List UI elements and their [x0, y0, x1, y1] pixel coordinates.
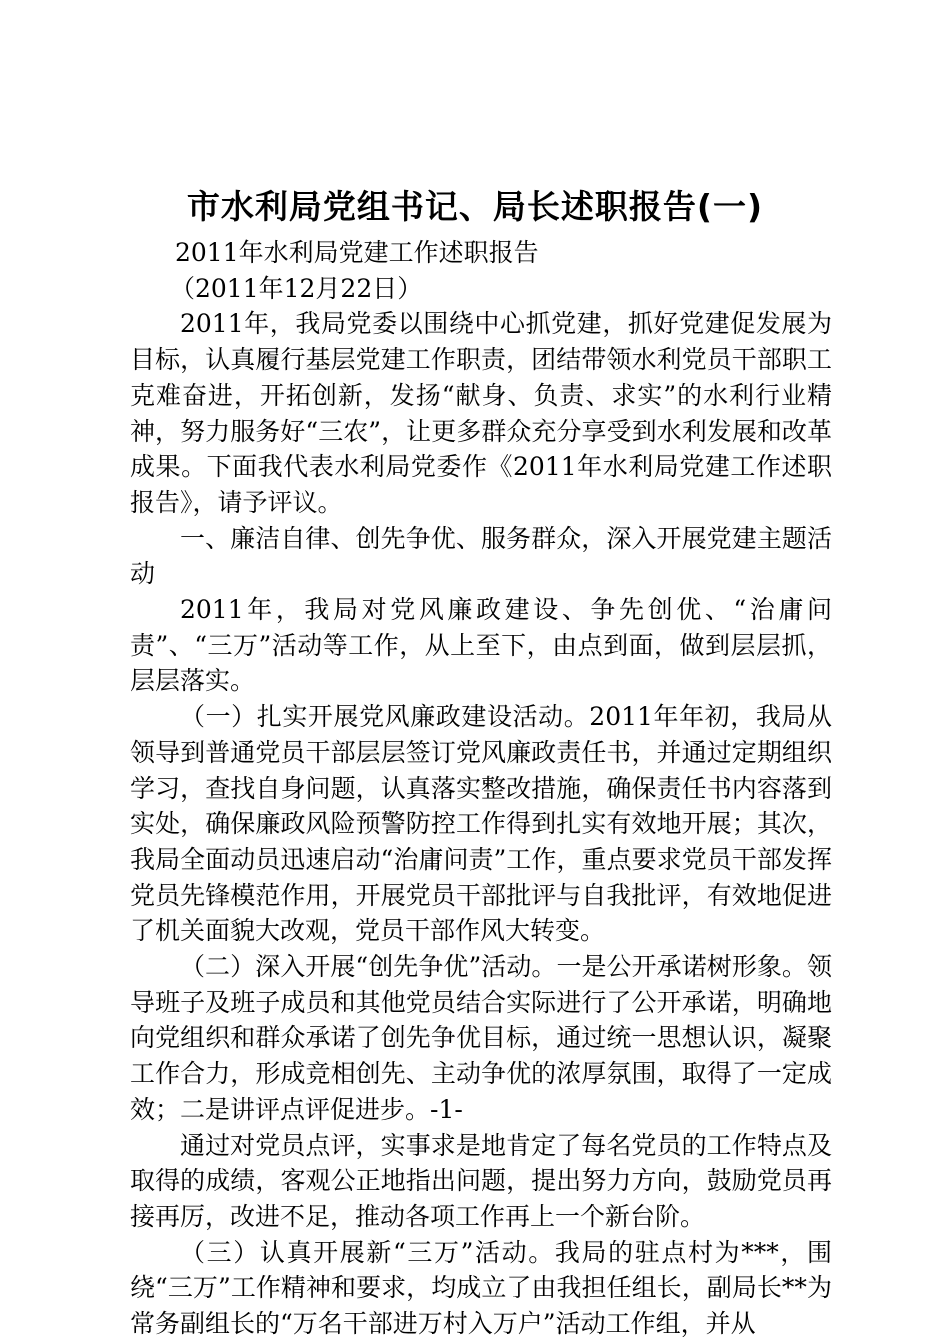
- document-title: 市水利局党组书记、局长述职报告(一): [186, 187, 764, 226]
- paragraph-section-1-intro: 2011年，我局对党风廉政建设、争先创优、“治庸问责”、“三万”活动等工作，从上至下，由点到面，做到层层抓，层层落实。: [130, 595, 832, 696]
- report-date: （2011年12月22日）: [170, 273, 423, 303]
- paragraph-item-3: （三）认真开展新“三万”活动。我局的驻点村为***，围绕“三万”工作精神和要求，均成立了由我担任组长，副局长**为常务副组长的“万名干部进万村入万户”活动工作组，并从: [130, 1237, 832, 1339]
- paragraph-intro: 2011年，我局党委以围绕中心抓党建，抓好党建促发展为目标，认真履行基层党建工作职责，团结带领水利党员干部职工克难奋进，开拓创新，发扬“献身、负责、求实”的水利行业精神，努力服务好“三农”，让更多群众充分享受到水利发展和改革成果。下面我代表水利局党委作《2011年水利局党建工作述职报告》，请予评议。: [130, 309, 832, 517]
- document-body: [130, 235, 832, 1342]
- paragraph-item-1: （一）扎实开展党风廉政建设活动。2011年年初，我局从领导到普通党员干部层层签订党风廉政责任书，并通过定期组织学习，查找自身问题，认真落实整改措施，确保责任书内容落到实处，确保廉政风险预警防控工作得到扎实有效地开展；其次，我局全面动员迅速启动“治庸问责”工作，重点要求党员干部发挥党员先锋模范作用，开展党员干部批评与自我批评，有效地促进了机关面貌大改观，党员干部作风大转变。: [130, 702, 832, 946]
- section-heading-1: 一、廉洁自律、创先争优、服务群众，深入开展党建主题活动: [130, 523, 832, 589]
- paragraph-item-2: （二）深入开展“创先争优”活动。一是公开承诺树形象。领导班子及班子成员和其他党员结合实际进行了公开承诺，明确地向党组织和群众承诺了创先争优目标，通过统一思想认识，凝聚工作合力，形成竞相创先、主动争优的浓厚氛围，取得了一定成效；二是讲评点评促进步。-1-: [130, 952, 832, 1124]
- report-subtitle: 2011年水利局党建工作述职报告: [175, 238, 539, 267]
- paragraph-item-2-continued: 通过对党员点评，实事求是地肯定了每名党员的工作特点及取得的成绩，客观公正地指出问题，提出努力方向，鼓励党员再接再厉，改进不足，推动各项工作再上一个新台阶。: [130, 1130, 832, 1231]
